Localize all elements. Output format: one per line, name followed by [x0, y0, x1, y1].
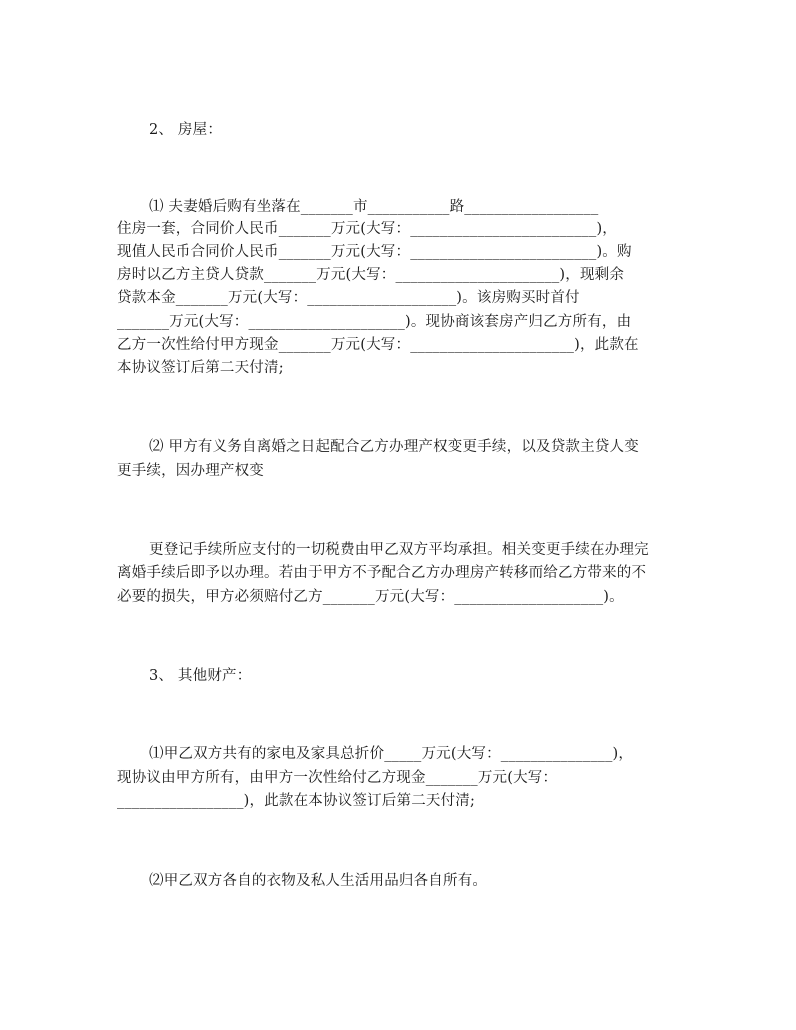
house-para-line-3: 现值人民币合同价人民币_______万元(大写：_________________________)。购: [117, 244, 632, 260]
tax-para-line-1: 更登记手续所应支付的一切税费由甲乙双方平均承担。相关变更手续在办理完: [149, 542, 649, 558]
personal-items-para: ⑵甲乙双方各自的衣物及私人生活用品归各自所有。: [149, 873, 488, 889]
house-para-line-7: 乙方一次性给付甲方现金_______万元(大写：______________________)，此款在: [117, 337, 639, 353]
house-para-line-6: _______万元(大写：_____________________)。现协商该套房产归乙方所有，由: [117, 314, 632, 330]
house-para-line-2: 住房一套，合同价人民币_______万元(大写：_________________________)，: [117, 221, 618, 237]
appliances-para-line-3: _________________)，此款在本协议签订后第二天付清;: [117, 793, 476, 809]
transfer-para-line-1: ⑵ 甲方有义务自离婚之日起配合乙方办理产权变更手续，以及贷款主贷人变: [149, 439, 639, 455]
tax-para-line-3: 必要的损失，甲方必须赔付乙方_______万元(大写：____________________)。: [117, 589, 624, 605]
tax-para-line-2: 离婚手续后即予以办理。若由于甲方不予配合乙方办理房产转移而给乙方带来的不: [117, 565, 647, 581]
appliances-para-line-2: 现协议由甲方所有，由甲方一次性给付乙方现金_______万元(大写：: [117, 770, 558, 786]
house-para-line-4: 房时以乙方主贷人贷款_______万元(大写：______________________)，现剩余: [117, 267, 625, 283]
section-3-heading: 3、 其他财产：: [149, 668, 252, 684]
transfer-para-line-2: 更手续，因办理产权变: [117, 463, 264, 479]
house-para-line-1: ⑴ 夫妻婚后购有坐落在_______市___________路__________________: [149, 199, 599, 215]
house-para-line-8: 本协议签订后第二天付清;: [117, 360, 284, 376]
appliances-para-line-1: ⑴甲乙双方共有的家电及家具总折价_____万元(大写：_______________)，: [149, 746, 634, 762]
house-para-line-5: 贷款本金_______万元(大写：____________________)。该房购买时首付: [117, 290, 580, 306]
section-2-heading: 2、 房屋：: [149, 122, 223, 138]
